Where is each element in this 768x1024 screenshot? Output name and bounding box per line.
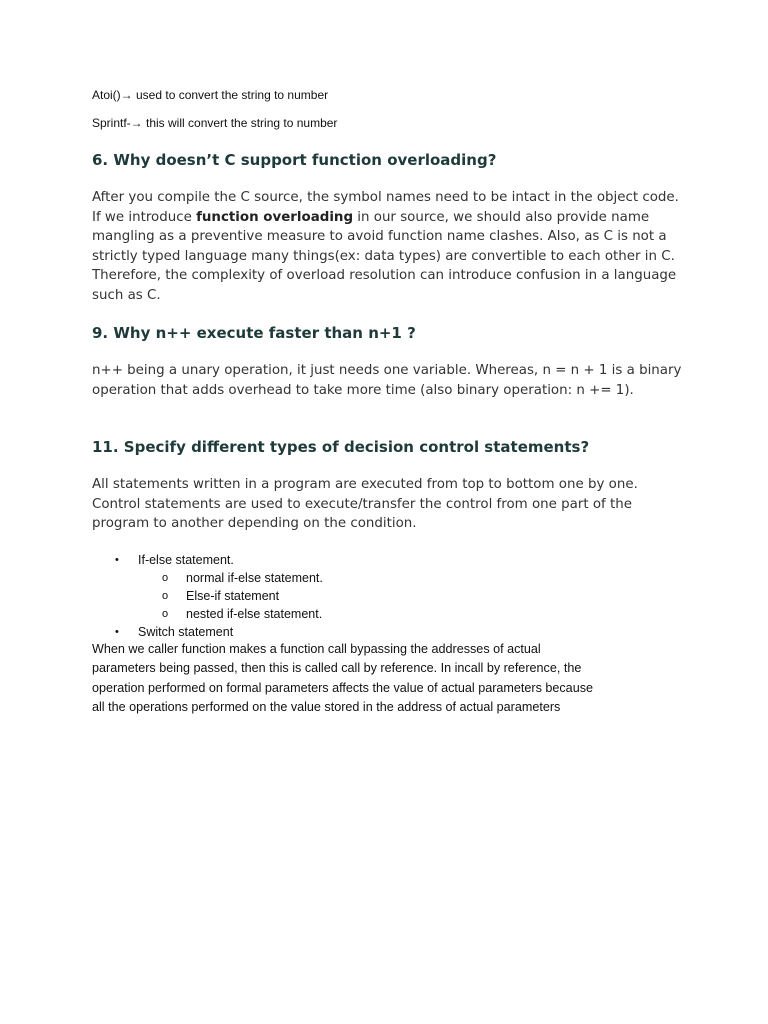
bullet-marker: • xyxy=(115,626,119,638)
q11-paragraph: All statements written in a program are executed from top to bottom one by one. Control statements are used to execute/transfer the control from one part of the program to another depending on the condition. xyxy=(92,477,638,532)
list-item-text: Switch statement xyxy=(138,625,234,639)
q11-heading: 11. Specify different types of decision control statements? xyxy=(92,438,590,456)
sprintf-note: Sprintf-→ this will convert the string to number xyxy=(92,116,338,130)
q6-heading: 6. Why doesn’t C support function overloading? xyxy=(92,151,497,169)
q9-heading: 9. Why n++ execute faster than n+1 ? xyxy=(92,324,416,342)
list-item-text: If-else statement. xyxy=(138,553,234,567)
sub-bullet-marker: o xyxy=(162,590,169,602)
call-by-reference-paragraph xyxy=(92,640,682,718)
bullet-marker: • xyxy=(115,554,119,566)
q6-text-after: in our source, we should also provide name mangling as a preventive measure to avoid function name clashes. Also, as C is not a strictly typed language many things(ex: data types) are convertible to each other in C. Therefore, the complexity of overload resolution can introduce confusion in a language such as C. xyxy=(92,209,677,303)
paragraph-line: When we caller function makes a function call bypassing the addresses of actual xyxy=(92,642,541,656)
paragraph-line: operation performed on formal parameters affects the value of actual parameters because xyxy=(92,680,593,695)
sub-bullet-marker: o xyxy=(162,572,169,584)
q6-paragraph xyxy=(92,188,682,306)
sub-bullet-marker: o xyxy=(162,608,169,620)
atoi-note: Atoi()→ used to convert the string to number xyxy=(92,88,329,102)
paragraph-line: all the operations performed on the value stored in the address of actual parameters xyxy=(92,700,561,715)
q6-bold-term: function overloading xyxy=(196,209,354,225)
sub-list-item-text: Else-if statement xyxy=(186,589,280,603)
sub-list-item-text: nested if-else statement. xyxy=(186,607,323,621)
sub-list-item-text: normal if-else statement. xyxy=(186,571,323,585)
q9-paragraph: n++ being a unary operation, it just needs one variable. Whereas, n = n + 1 is a binary operation that adds overhead to take more time (also binary operation: n += 1). xyxy=(92,363,682,398)
paragraph-line: parameters being passed, then this is called call by reference. In incall by reference, the xyxy=(92,661,582,676)
q6-text-before: After you compile the C source, the symbol names need to be intact in the object code. If we introduce xyxy=(92,190,679,225)
